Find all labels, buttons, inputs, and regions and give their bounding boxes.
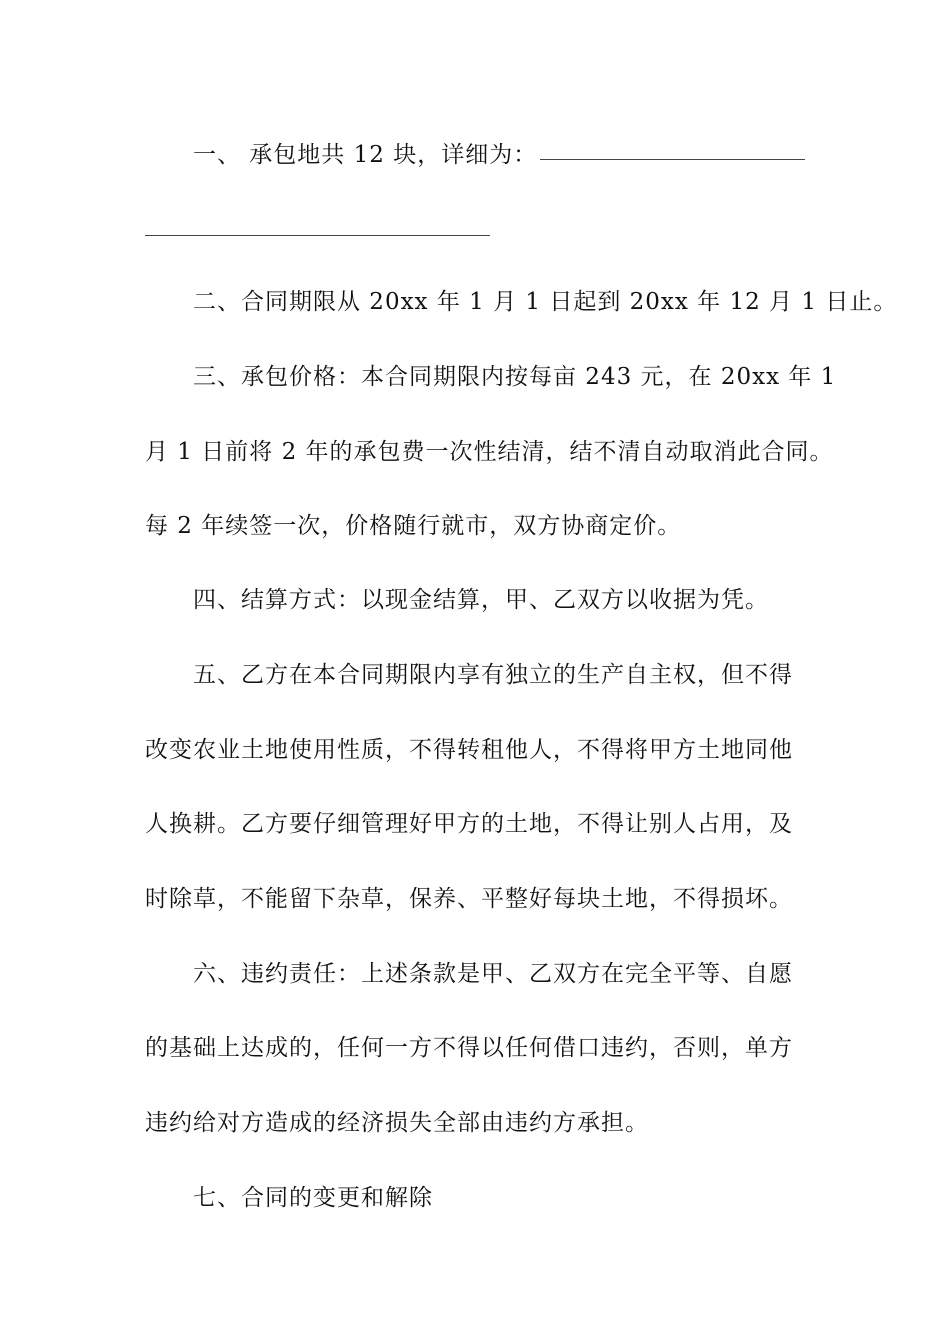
clause-6-text-1: 六、违约责任：上述条款是甲、乙双方在完全平等、自愿 bbox=[193, 961, 793, 987]
clause-5-line-2 bbox=[145, 735, 793, 765]
clause-5-line-4 bbox=[145, 884, 793, 914]
clause-5-text-3: 人换耕。乙方要仔细管理好甲方的土地，不得让别人占用，及 bbox=[145, 811, 793, 837]
clause-3-text-3: 每 2 年续签一次，价格随行就市，双方协商定价。 bbox=[145, 513, 682, 539]
clause-5-line-1 bbox=[193, 660, 793, 690]
clause-7-text: 七、合同的变更和解除 bbox=[193, 1185, 433, 1211]
clause-5-text-4: 时除草，不能留下杂草，保养、平整好每块土地，不得损坏。 bbox=[145, 886, 793, 912]
clause-3-line-3 bbox=[145, 511, 681, 541]
clause-3-text-1: 三、承包价格：本合同期限内按每亩 243 元，在 20xx 年 1 bbox=[193, 364, 837, 390]
clause-7 bbox=[193, 1183, 433, 1213]
clause-4-text: 四、结算方式：以现金结算，甲、乙双方以收据为凭。 bbox=[193, 587, 769, 613]
clause-1-text: 一、 承包地共 12 块，详细为： bbox=[193, 142, 538, 168]
clause-5-text-1: 五、乙方在本合同期限内享有独立的生产自主权，但不得 bbox=[193, 662, 793, 688]
clause-6-line-3 bbox=[145, 1108, 649, 1138]
clause-4 bbox=[193, 585, 769, 615]
clause-3-text-2: 月 1 日前将 2 年的承包费一次性结清，结不清自动取消此合同。 bbox=[145, 439, 834, 465]
clause-3-line-1 bbox=[193, 362, 836, 392]
clause-3-line-2 bbox=[145, 437, 834, 467]
clause-2-text: 二、合同期限从 20xx 年 1 月 1 日起到 20xx 年 12 月 1 日止。 bbox=[193, 289, 898, 315]
clause-1 bbox=[193, 140, 537, 170]
clause-5-text-2: 改变农业土地使用性质，不得转租他人，不得将甲方土地同他 bbox=[145, 737, 793, 763]
clause-2 bbox=[193, 287, 897, 317]
fill-in-blank-line-1 bbox=[540, 159, 805, 160]
clause-6-line-2 bbox=[145, 1033, 793, 1063]
clause-5-line-3 bbox=[145, 809, 793, 839]
fill-in-blank-line-2 bbox=[145, 235, 490, 236]
clause-6-text-2: 的基础上达成的，任何一方不得以任何借口违约，否则，单方 bbox=[145, 1035, 793, 1061]
clause-6-text-3: 违约给对方造成的经济损失全部由违约方承担。 bbox=[145, 1110, 649, 1136]
clause-6-line-1 bbox=[193, 959, 793, 989]
